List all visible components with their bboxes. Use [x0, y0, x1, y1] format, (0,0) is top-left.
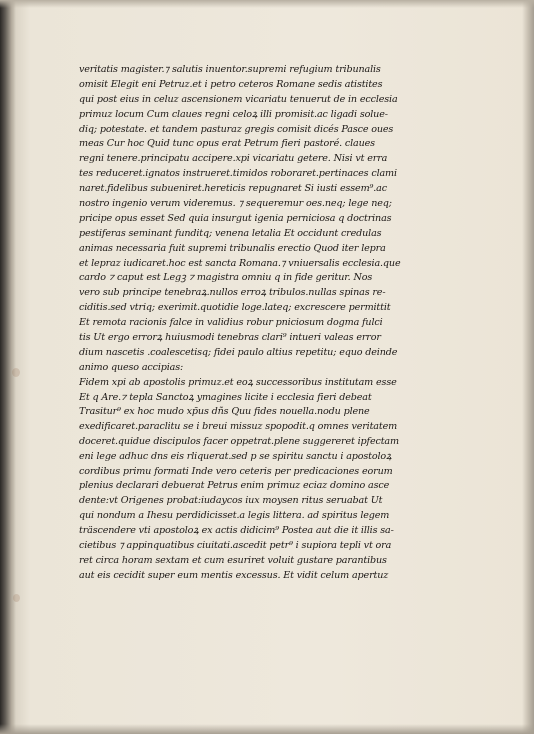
- text-line: diq; potestate. et tandem pasturaz gregis comisit dicés Pasce oues: [79, 123, 394, 135]
- page-bottom-edge: [0, 724, 534, 734]
- text-line: regni tenere.principatu accipere.xpi vicariatu getere. Nisi vt erra: [79, 153, 388, 165]
- text-line: primuz locum Cum claues regni celoꝝ illi promisit.ac ligadi solue-: [79, 108, 388, 120]
- text-block-upper: [79, 63, 469, 405]
- rubric-line: Fidem xpi ab apostolis primuz.et eoꝝ successoribus institutam esse: [79, 376, 397, 388]
- text-line: cietibus ⁊ appinquatibus ciuitati.ascedit petr⁹ i supiora tepli vt ora: [79, 540, 392, 552]
- text-line: dente:vt Origenes probat:iudaycos iux moysen ritus seruabat Ut: [79, 495, 383, 507]
- text-line: pestiferas seminant funditq; venena letalia Et occidunt credulas: [79, 227, 382, 239]
- text-line: pricipe opus esset Sed quia insurgut igenia perniciosa q doctrinas: [79, 212, 392, 224]
- text-line: ret circa horam sextam et cum esuriret voluit gustare parantibus: [79, 554, 387, 566]
- text-line: veritatis magister.⁊ salutis inuentor.supremi refugium tribunalis: [79, 64, 381, 75]
- text-line: dium nascetis .coalescetisq; fidei paulo altius repetitu; equo deinde: [79, 346, 398, 358]
- text-line: cardo ⁊ caput est Legꝫ ⁊ magistra omniu q in fide geritur. Nos: [79, 272, 373, 284]
- text-line: Et remota racionis falce in validius robur pniciosum dogma fulci: [79, 317, 383, 329]
- text-line: tis Ut ergo errorꝝ huiusmodi tenebras clari⁹ intueri valeas error: [79, 332, 381, 344]
- text-line: nostro ingenio verum videremus. ⁊ sequeremur oes.neq; lege neq;: [79, 198, 392, 210]
- text-line: aut eis cecidit super eum mentis excessus. Et vidit celum apertuz: [79, 569, 389, 581]
- text-line: doceret.quidue discipulos facer oppetrat.plene suggereret ipfectam: [79, 435, 399, 447]
- text-line: exedificaret.paraclitu se i breui missuz spopodit.q omnes veritatem: [79, 420, 398, 432]
- stain-mark: [13, 594, 20, 602]
- text-line: meas Cur hoc Quid tunc opus erat Petrum fieri pastoré. claues: [79, 138, 375, 150]
- page-top-edge: [0, 0, 534, 8]
- text-line: qui post eius in celuz ascensionem vicariatu tenuerut de in ecclesia: [79, 93, 398, 105]
- text-line: naret.fidelibus subueniret.hereticis repugnaret Si iusti essem⁹.ac: [79, 183, 387, 195]
- text-line: ciditis.sed vtriq; exerimit.quotidie loge.lateq; excrescere permittit: [79, 302, 391, 314]
- stain-mark: [12, 368, 20, 377]
- text-line: animo queso accipias:: [79, 361, 184, 373]
- text-line: plenius declarari debuerat Petrus enim primuz eciaz domino asce: [79, 480, 390, 492]
- text-line: omisit Elegit eni Petruz.et i petro ceteros Romane sedis atistites: [79, 78, 383, 90]
- text-line: eni lege adhuc dns eis rliquerat.sed p se spiritu sanctu i apostoloꝝ: [79, 450, 392, 462]
- text-line: träscendere vti apostoloꝝ ex actis didicim⁹ Postea aut die it illis sa-: [79, 525, 394, 537]
- text-line: vero sub principe tenebraꝝ.nullos erroꝝ tribulos.nullas spinas re-: [79, 287, 386, 299]
- text-line: cordibus primu formati Inde vero ceteris per predicaciones eorum: [79, 465, 393, 477]
- rubric-line: Et q Are.⁊ tepla Sanctoꝝ ymagines licite i ecclesia fieri debeat: [79, 391, 372, 403]
- text-line: qui nondum a Ihesu perdidicisset.a legis littera. ad spiritus legem: [79, 510, 390, 522]
- text-block-lower: [79, 405, 469, 584]
- page-right-edge: [522, 0, 534, 734]
- text-line: Trasitur⁹ ex hoc mudo xp̄us dñs Quu fides nouella.nodu plene: [79, 406, 370, 417]
- text-line: tes reduceret.ignatos instrueret.timidos roboraret.pertinaces clami: [79, 168, 397, 180]
- text-line: animas necessaria fuit supremi tribunalis erectio Quod iter lepra: [79, 242, 386, 254]
- text-line: et lepraz iudicaret.hoc est sancta Romana.⁊ vniuersalis ecclesia.que: [79, 257, 401, 269]
- binding-edge: [0, 0, 16, 734]
